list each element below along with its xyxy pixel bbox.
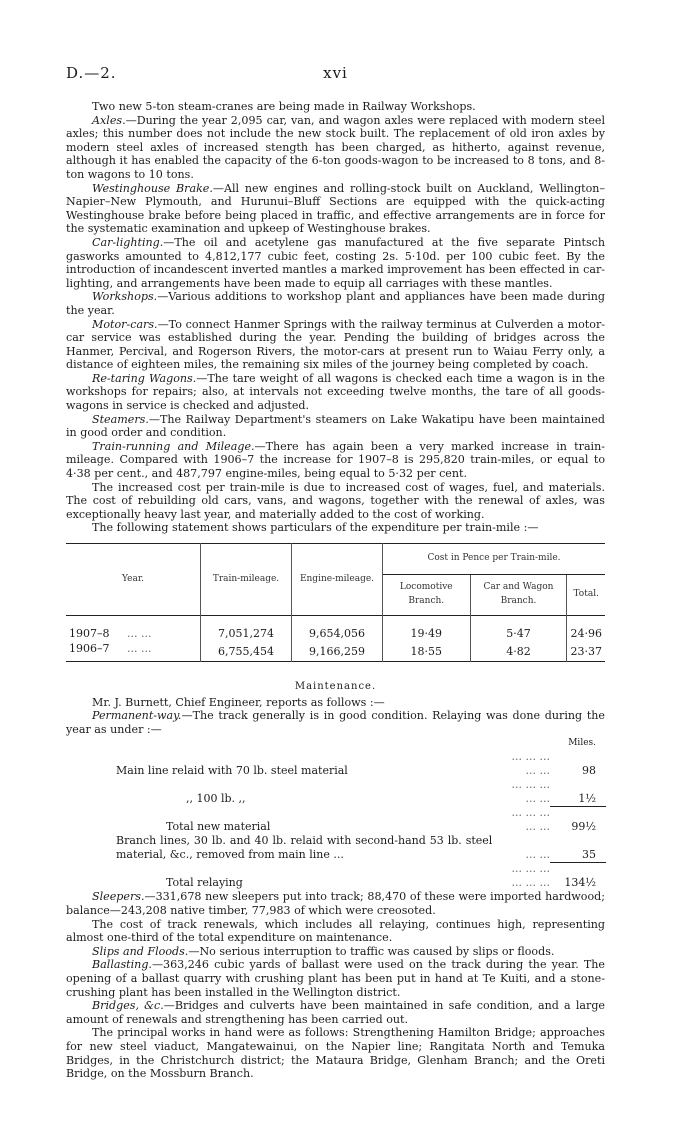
page-header (66, 64, 605, 86)
row-locomotive: 19·49 (383, 626, 471, 641)
paragraph-car-lighting: Car-lighting.—The oil and acetylene gas manufactured at the five separate Pintsch gasworks amounted to 4,812,177 cubic feet, costing 2s. 5·10d. per 100 cubic feet. By the introduction of incandescent inverted mantles a marked improvement has been effected in car-lighting, and arrangements have been made to equip all carriages with these mantles. (66, 235, 605, 290)
document-body (66, 100, 605, 1081)
document-code: D.—2. (66, 64, 117, 82)
paragraph-permanent-way: Permanent-way.—The track generally is in good condition. Relaying was done during the year as under :— (66, 709, 605, 736)
header-locomotive: Locomotive Branch. (383, 575, 471, 616)
header-cost-group: Cost in Pence per Train-mile. (383, 544, 606, 575)
relaying-value: 1½ (578, 791, 596, 805)
row-train-mileage: 7,051,274 (201, 626, 292, 641)
row-dots: ... ... (126, 642, 152, 655)
relaying-row (116, 862, 606, 890)
paragraph-axles: Axles.—During the year 2,095 car, van, and wagon axles were replaced with modern steel axles; this number does not include the new stock built. The replacement of old iron axles by modern steel axles of increased stength has been charged, as hitherto, against revenue, although it has enabled the capacity of the 6-ton goods-wagon to be increased to 8 tons, and 8-ton wagons to 10 tons. (66, 113, 605, 181)
row-total: 23·37 (567, 641, 605, 662)
relaying-label: Branch lines, 30 lb. and 40 lb. relaid with second-hand 53 lb. steel material, &c., removed from main line ... (116, 834, 493, 862)
relaying-label: ,, 100 lb. ,, (186, 792, 246, 806)
paragraph-motor-cars: Motor-cars.—To connect Hanmer Springs with the railway terminus at Culverden a motor-car service was established during the year. Pending the building of bridges across the Hanmer, Percival, and Rogerson Rivers, the motor-cars at present run to Waiau Ferry only, a distance of eighteen miles, the remaining six miles of the journey being completed by coach. (66, 317, 605, 372)
header-year: Year. (121, 573, 145, 584)
paragraph-retaring: Re-taring Wagons.—The tare weight of all wagons is checked each time a wagon is in the workshops for repairs; also, at intervals not exceeding twelve months, the tare of all goods-wagons in service is checked and adjusted. (66, 371, 605, 413)
table-row (66, 626, 605, 641)
paragraph-ballasting: Ballasting.—363,246 cubic yards of ballast were used on the track during the year. The opening of a ballast quarry with crushing plant has been put in hand at Te Kuiti, and a stone-crushing plant has been installed in the Wellington district. (66, 958, 605, 999)
header-engine-mileage: Engine-mileage. (292, 544, 383, 616)
paragraph-renewals: The cost of track renewals, which includes all relaying, continues high, representing almost one-third of the total expenditure on maintenance. (66, 917, 605, 945)
paragraph-principal-works: The principal works in hand were as follows: Strengthening Hamilton Bridge; approaches for new steel viaduct, Mangatewainui, on the Napier line; Rangitata North and Temuka Bridges, in the Christchurch district; the Mataura Bridge, Glenham Branch; and the Oreti Bridge, on the Mossburn Branch. (66, 1026, 605, 1081)
relaying-table (116, 736, 606, 890)
relaying-value: 35 (582, 847, 596, 861)
relaying-label: Main line relaid with 70 lb. steel material (116, 764, 348, 778)
paragraph-workshops: Workshops.—Various additions to workshop plant and appliances have been made during the year. (66, 290, 605, 317)
relaying-row (116, 834, 606, 862)
paragraph-increased-cost: The increased cost per train-mile is due to increased cost of wages, fuel, and materials. The cost of rebuilding old cars, vans, and wagons, together with the renewal of axles, was exceptionally heavy last year, and materially added to the cost of working. (66, 480, 605, 521)
row-year: 1907–8 (69, 627, 110, 640)
row-engine-mileage: 9,166,259 (292, 641, 383, 662)
relaying-dots: ... ... (525, 848, 550, 862)
row-engine-mileage: 9,654,056 (292, 626, 383, 641)
relaying-value: 98 (582, 764, 596, 778)
paragraph-westinghouse: Westinghouse Brake.—All new engines and rolling-stock built on Auckland, Wellington–Napier–New Plymouth, and Hurunui–Bluff Sections are equipped with the quick-acting Westinghouse brake before being placed in traffic, and effective arrangements are in force for the systematic examination and upkeep of Westinghouse brakes. (66, 181, 605, 236)
page-number: xvi (323, 64, 348, 82)
paragraph-sleepers: Sleepers.—331,678 new sleepers put into track; 88,470 of these were imported hardwood; balance—243,208 native timber, 77,983 of which were creosoted. (66, 890, 605, 917)
row-train-mileage: 6,755,454 (201, 641, 292, 662)
relaying-label: Total relaying (166, 876, 243, 890)
table-row (66, 641, 605, 662)
relaying-dots: ... ... ... ... ... ... (511, 862, 550, 890)
relaying-dots: ... ... ... ... ... (511, 806, 550, 834)
row-car-wagon: 4·82 (470, 641, 567, 662)
relaying-dots: ... ... ... ... ... (511, 778, 550, 806)
row-year: 1906–7 (69, 642, 110, 655)
maintenance-intro: Mr. J. Burnett, Chief Engineer, reports as follows :— (92, 695, 385, 709)
paragraph-statement-intro: The following statement shows particulars of the expenditure per train-mile :— (92, 521, 539, 535)
relaying-label: Total new material (166, 820, 271, 834)
header-train-mileage: Train-mileage. (201, 544, 292, 616)
relaying-row (116, 806, 606, 834)
miles-label: Miles. (568, 738, 596, 749)
row-dots: ... ... (126, 627, 152, 640)
relaying-value: 134½ (550, 862, 606, 890)
paragraph-cranes: Two new 5-ton steam-cranes are being made in Railway Workshops. (92, 100, 476, 113)
row-car-wagon: 5·47 (470, 626, 567, 641)
expenditure-table (66, 543, 605, 662)
relaying-dots: ... ... ... ... ... (511, 750, 550, 778)
relaying-row (116, 778, 606, 806)
paragraph-slips: Slips and Floods.—No serious interruption to traffic was caused by slips or floods. (92, 944, 555, 958)
paragraph-bridges: Bridges, &c.—Bridges and culverts have been maintained in safe condition, and a large amount of renewals and strengthening has been carried out. (66, 999, 605, 1026)
maintenance-heading: Maintenance. (294, 681, 377, 692)
paragraph-steamers: Steamers.—The Railway Department's steamers on Lake Wakatipu have been maintained in good order and condition. (66, 412, 605, 440)
row-locomotive: 18·55 (383, 641, 471, 662)
relaying-value: 99½ (550, 806, 606, 834)
relaying-row (116, 750, 606, 778)
header-car-wagon: Car and Wagon Branch. (470, 575, 567, 616)
row-total: 24·96 (567, 626, 605, 641)
paragraph-train-running: Train-running and Mileage.—There has again been a very marked increase in train-mileage. Compared with 1906–7 the increase for 1907–8 is 295,820 train-miles, or equal to 4·38 per cent., and 487,797 engine-miles, being equal to 5·32 per cent. (66, 439, 605, 481)
header-total: Total. (567, 575, 605, 616)
